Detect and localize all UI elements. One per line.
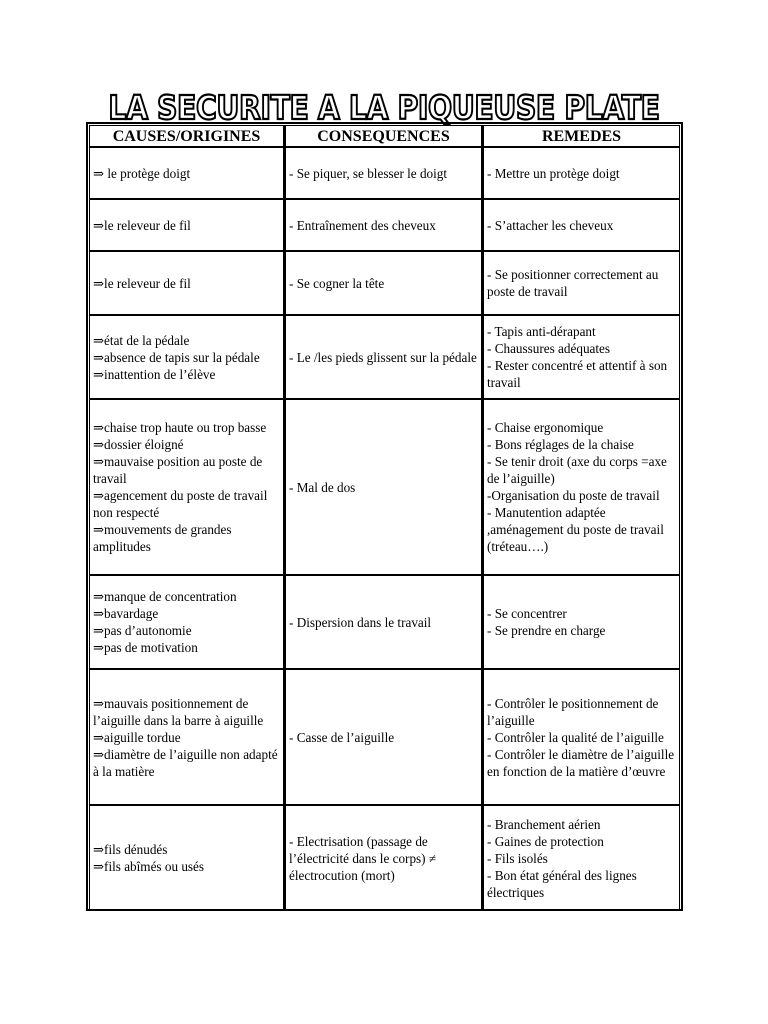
cell-line: - Contrôler le diamètre de l’aiguille en fonction de la matière d’œuvre xyxy=(487,746,675,779)
cell-line: ⇒absence de tapis sur la pédale xyxy=(93,349,260,365)
cell-line: ⇒le releveur de fil xyxy=(93,275,191,291)
cell-line: - Casse de l’aiguille xyxy=(289,729,395,745)
cell-line: - Tapis anti-dérapant xyxy=(487,324,596,339)
cell-line: ⇒fils dénudés xyxy=(93,842,168,857)
remedy-cell xyxy=(483,147,680,199)
table-row xyxy=(89,669,680,805)
consequence-cell xyxy=(285,399,483,575)
cell-line: - Se concentrer xyxy=(487,606,567,621)
remedy-cell xyxy=(483,805,680,911)
cell-line: ⇒pas d’autonomie xyxy=(93,623,192,638)
cause-cell xyxy=(89,251,285,315)
cell-line: ⇒ le protège doigt xyxy=(93,165,191,181)
table-row xyxy=(89,575,680,669)
remedy-cell xyxy=(483,669,680,805)
cell-line: - S’attacher les cheveux xyxy=(487,217,614,233)
cell-line: ⇒bavardage xyxy=(93,606,159,621)
table-header-row xyxy=(89,125,680,147)
cell-line: ⇒mauvais positionnement de l’aiguille dans la barre à aiguille xyxy=(93,695,264,728)
table-body xyxy=(89,147,680,911)
cell-line: ⇒chaise trop haute ou trop basse xyxy=(93,420,267,435)
page-title: LA SECURITE A LA PIQUEUSE PLATE xyxy=(108,88,660,127)
cause-cell xyxy=(89,399,285,575)
cell-line: ⇒dossier éloigné xyxy=(93,437,184,452)
cause-cell xyxy=(89,199,285,251)
consequence-cell xyxy=(285,575,483,669)
cell-line: - Se prendre en charge xyxy=(487,623,606,638)
remedy-cell xyxy=(483,315,680,399)
cell-line: - Contrôler le positionnement de l’aiguille xyxy=(487,695,659,728)
table-row xyxy=(89,147,680,199)
cell-line: - Mettre un protège doigt xyxy=(487,165,620,181)
consequence-cell xyxy=(285,315,483,399)
table-row xyxy=(89,315,680,399)
cell-line: - Dispersion dans le travail xyxy=(289,614,432,630)
cell-line: ⇒diamètre de l’aiguille non adapté à la matière xyxy=(93,746,278,779)
cause-cell xyxy=(89,147,285,199)
remedy-cell xyxy=(483,199,680,251)
table-row xyxy=(89,251,680,315)
cell-line: - Contrôler la qualité de l’aiguille xyxy=(487,729,664,745)
consequence-cell xyxy=(285,199,483,251)
cell-line: - Chaussures adéquates xyxy=(487,341,611,356)
cell-line: - Fils isolés xyxy=(487,850,548,866)
consequence-cell xyxy=(285,805,483,911)
cell-line: ⇒mouvements de grandes amplitudes xyxy=(93,522,232,554)
cell-line: - Electrisation (passage de l’électricité dans le corps) ≠ électrocution (mort) xyxy=(289,833,437,883)
cell-line: ⇒manque de concentration xyxy=(93,589,237,604)
cell-line: -Organisation du poste de travail xyxy=(487,488,660,503)
consequence-cell xyxy=(285,147,483,199)
header-causes: CAUSES/ORIGINES xyxy=(89,125,285,147)
consequence-cell xyxy=(285,251,483,315)
cell-line: ⇒pas de motivation xyxy=(93,640,198,655)
cell-line: - Gaines de protection xyxy=(487,833,604,849)
cell-line: - Manutention adaptée ,aménagement du poste de travail (tréteau….) xyxy=(487,505,664,554)
cause-cell xyxy=(89,805,285,911)
cell-line: - Bons réglages de la chaise xyxy=(487,437,634,452)
cell-line: ⇒le releveur de fil xyxy=(93,217,191,233)
cell-line: - Se positionner correctement au poste de travail xyxy=(487,267,659,299)
cell-line: - Chaise ergonomique xyxy=(487,420,604,435)
table-row xyxy=(89,805,680,911)
table-row xyxy=(89,399,680,575)
safety-table xyxy=(89,125,680,911)
cell-line: ⇒inattention de l’élève xyxy=(93,366,216,382)
cell-line: ⇒état de la pédale xyxy=(93,332,190,348)
cell-line: - Bon état général des lignes électriques xyxy=(487,867,637,900)
remedy-cell xyxy=(483,399,680,575)
consequence-cell xyxy=(285,669,483,805)
cell-line: ⇒mauvaise position au poste de travail xyxy=(93,454,263,486)
cell-line: - Le /les pieds glissent sur la pédale xyxy=(289,349,477,365)
cell-line: ⇒fils abîmés ou usés xyxy=(93,859,205,874)
cell-line: ⇒agencement du poste de travail non respecté xyxy=(93,488,268,520)
cause-cell xyxy=(89,669,285,805)
cell-line: ⇒aiguille tordue xyxy=(93,729,181,745)
cell-line: - Mal de dos xyxy=(289,479,356,495)
remedy-cell xyxy=(483,251,680,315)
header-remedies: REMEDES xyxy=(483,125,680,147)
cause-cell xyxy=(89,575,285,669)
cell-line: - Se piquer, se blesser le doigt xyxy=(289,165,448,181)
cell-line: - Entraînement des cheveux xyxy=(289,217,436,233)
cell-line: - Se tenir droit (axe du corps =axe de l’aiguille) xyxy=(487,454,667,486)
cell-line: - Rester concentré et attentif à son travail xyxy=(487,358,668,390)
cell-line: - Se cogner la tête xyxy=(289,275,385,291)
remedy-cell xyxy=(483,575,680,669)
table-row xyxy=(89,199,680,251)
cause-cell xyxy=(89,315,285,399)
cell-line: - Branchement aérien xyxy=(487,816,601,832)
header-consequences: CONSEQUENCES xyxy=(285,125,483,147)
